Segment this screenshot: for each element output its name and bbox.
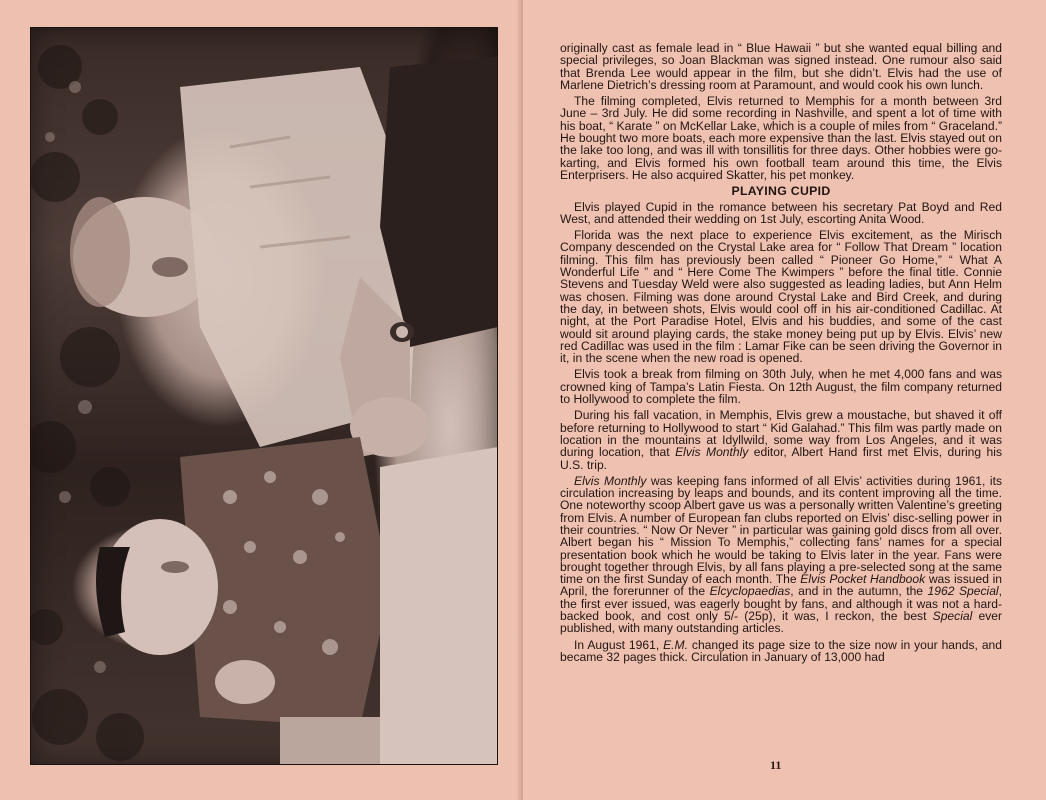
text-run: ever published, with many outstanding articles. <box>560 609 1002 636</box>
text-run: Elvis took a break from filming on 30th July, when he met 4,000 fans and was crowned king of Tampa’s Latin Fiesta. On 12th August, the film company returned to Hollywood to complete the film. <box>560 367 1002 407</box>
italic-text: Special <box>932 609 973 624</box>
text-run: In August 1961, <box>574 637 664 652</box>
text-run: was keeping fans informed of all Elvis’ activities during 1961, its circulation increasing by leaps and bounds, and its content improving all the time. One noteworthy scoop Albert gave us was a personally written Valentine’s greeting from Elvis. A number of European fan clubs reported on Elvis’ disc-selling power in their countries. “ Now Or Never ” in particular was gaining gold discs from all over. Albert began his “ Mission To Memphis,” collecting fans’ names for a special presentation book which he would be taking to Elvis later in the year. Fans were brought together through Elvis, by all fans playing a pre-selected song at the same time on the first Sunday of each month. The <box>560 473 1002 587</box>
paragraph <box>560 409 1002 470</box>
italic-text: Elvis Monthly <box>675 445 749 460</box>
photo-illustration <box>30 27 498 765</box>
paragraph <box>560 368 1002 405</box>
paragraph <box>560 639 1002 664</box>
text-run: Florida was the next place to experience Elvis excitement, as the Mirisch Company descended on the Crystal Lake area for “ Follow That Dream ” location filming. This film has previously been called “ Pioneer Go Home,” “ What A Wonderful Life ” and “ Here Come The Kwimpers ” before the final title. Connie Stevens and Tuesday Weld were also suggested as leading ladies, but Ann Helm was chosen. Filming was done around Crystal Lake and Bird Creek, and during the day, in between shots, Elvis would cool off in his air-conditioned Cadillac. At night, at the Port Paradise Hotel, Elvis and his buddies, and some of the cast would sit around playing cards, the stake money being put up by Elvis. Elvis’ new red Cadillac was used in the film : Lamar Fike can be seen driving the Governor in it, in the scene when the new road is opened. <box>560 228 1002 366</box>
text-run: The filming completed, Elvis returned to Memphis for a month between 3rd June – 3rd July. He did some recording in Nashville, and spent a lot of time with his boat, “ Karate ” on McKellar Lake, which is a couple of miles from “ Graceland.” He bought two more boats, each more expensive than the last. Elvis stayed out on the lake too long, and was ill with tonsillitis for three days. Other hobbies were go-karting, and Elvis formed his own football team around this time, the Elvis Enterprisers. He also acquired Skatter, his pet monkey. <box>560 94 1002 182</box>
italic-text: E.M. <box>663 637 688 652</box>
section-heading: PLAYING CUPID <box>731 184 831 199</box>
text-run: , and in the autumn, the <box>790 584 928 599</box>
article-body <box>560 42 1002 667</box>
italic-text: 1962 Special <box>927 584 999 599</box>
paragraph <box>560 42 1002 91</box>
article-paragraphs-2 <box>560 201 1002 664</box>
article-paragraphs-1 <box>560 42 1002 181</box>
italic-text: Elcyclopaedias <box>709 584 791 599</box>
text-run: During his fall vacation, in Memphis, Elvis grew a moustache, but shaved it off before returning to Hollywood to start “ Kid Galahad.” This film was partly made on location in the mountains at Idyllwild, some way from Los Angeles, and it was during location, that <box>560 408 1002 460</box>
text-run: Elvis played Cupid in the romance between his secretary Pat Boyd and Red West, and attended their wedding on 1st July, escorting Anita Wood. <box>560 199 1002 226</box>
text-run: , the first ever issued, was eagerly bought by fans, and although it was not a hard-backed book, and cost only 5/- (25p), it was, I reckon, the best <box>560 584 1002 624</box>
paragraph <box>560 475 1002 635</box>
text-run: editor, Albert Hand first met Elvis, during his U.S. trip. <box>560 445 1002 472</box>
text-run: originally cast as female lead in “ Blue Hawaii ” but she wanted equal billing and special privileges, so Joan Blackman was signed instead. One rumour also said that Brenda Lee would appear in the film, but she didn’t. Elvis had the use of Marlene Dietrich’s dressing room at Paramount, and would cook his own lunch. <box>560 41 1002 92</box>
italic-text: Elvis Pocket Handbook <box>800 572 926 587</box>
photograph <box>30 27 498 765</box>
italic-text: Elvis Monthly <box>574 473 647 488</box>
text-run: changed its page size to the size now in your hands, and became 32 pages thick. Circulation in January of 13,000 had <box>560 637 1002 664</box>
page-number: 11 <box>770 758 782 772</box>
paragraph <box>560 229 1002 364</box>
paragraph <box>560 201 1002 226</box>
text-run: was issued in April, the forerunner of the <box>560 572 1002 599</box>
paragraph <box>560 95 1002 181</box>
